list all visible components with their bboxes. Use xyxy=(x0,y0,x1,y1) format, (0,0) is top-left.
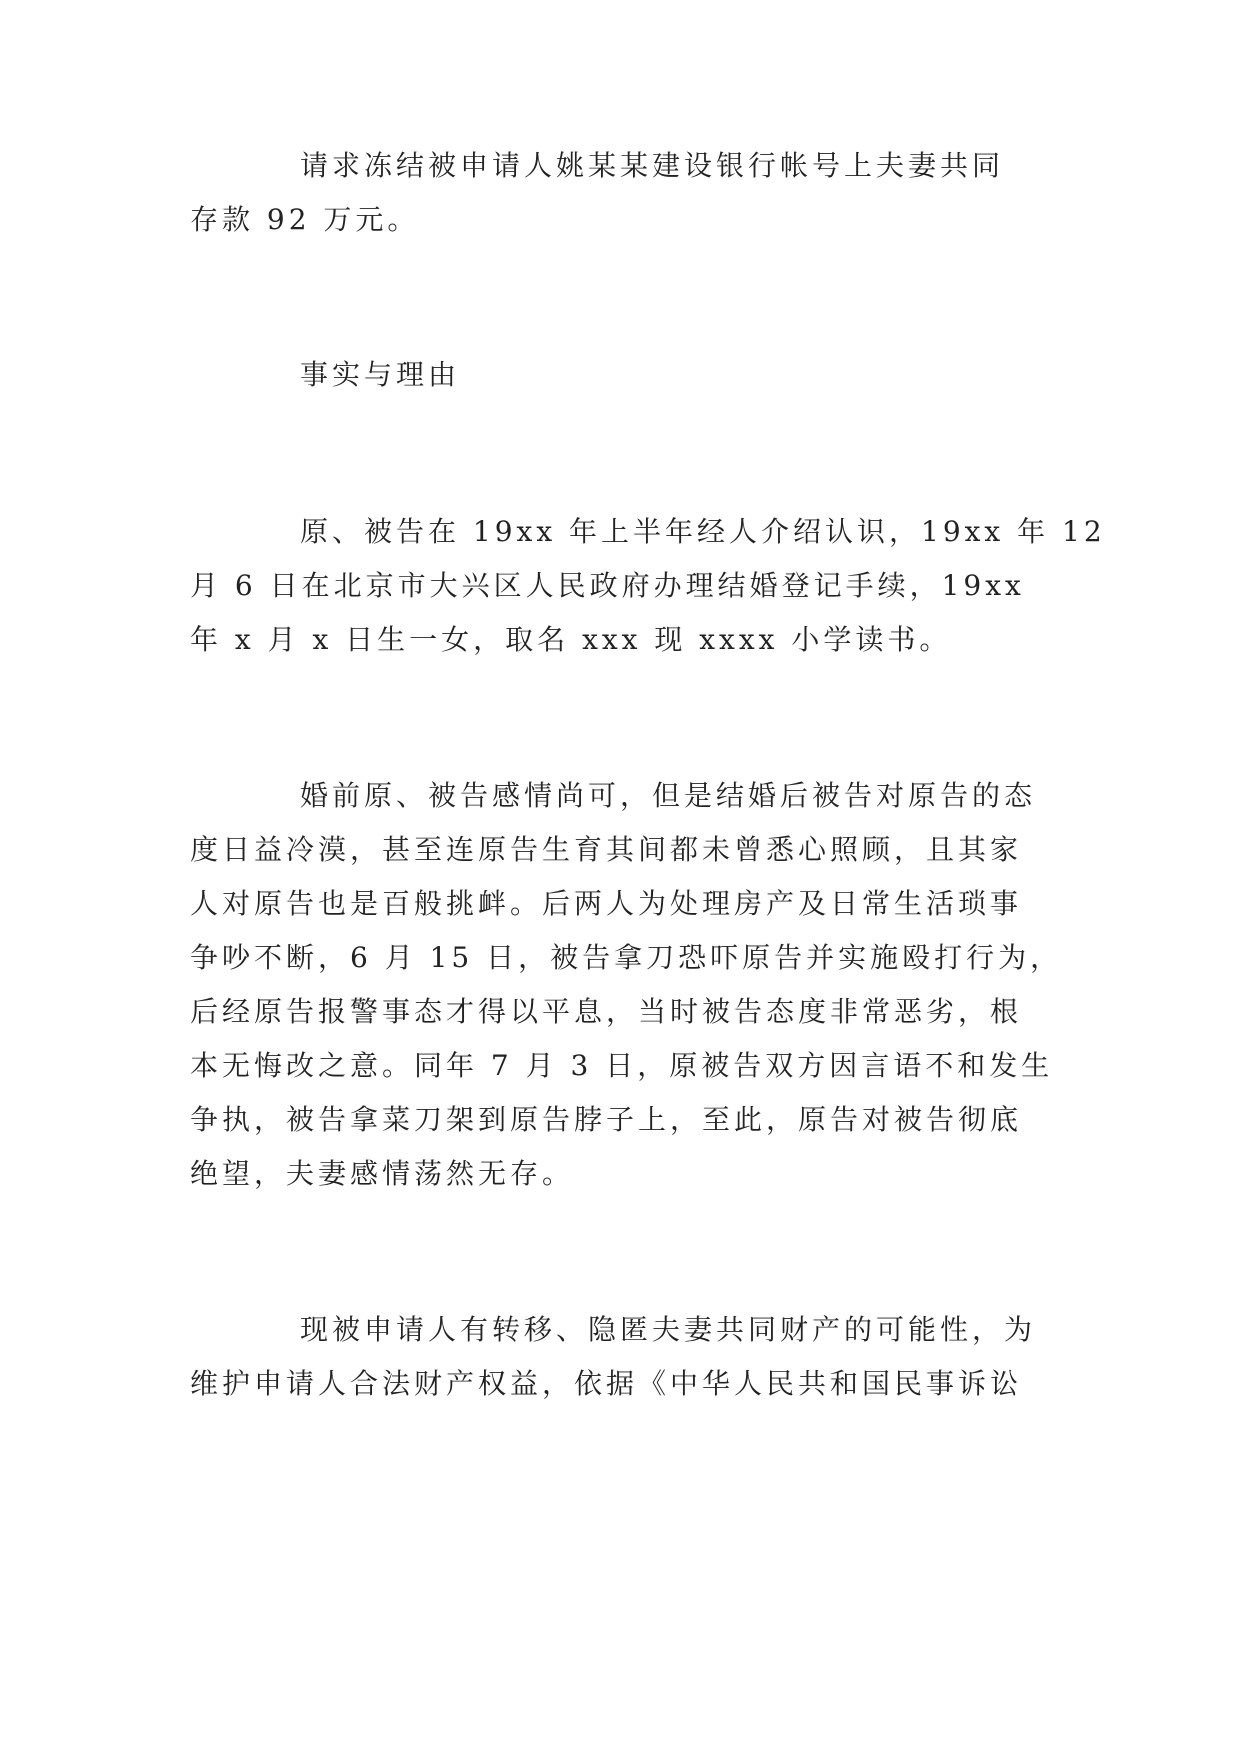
paragraph-4-line-8: 绝望，夫妻感情荡然无存。 xyxy=(190,1157,575,1190)
paragraph-4-line-2: 度日益冷漠，甚至连原告生育其间都未曾悉心照顾，且其家 xyxy=(190,833,1023,866)
paragraph-4-line-7: 争执，被告拿菜刀架到原告脖子上，至此，原告对被告彻底 xyxy=(190,1103,1023,1136)
paragraph-3-line-1: 原、被告在 19xx 年上半年经人介绍认识，19xx 年 12 xyxy=(300,515,1106,548)
paragraph-4-line-3: 人对原告也是百般挑衅。后两人为处理房产及日常生活琐事 xyxy=(190,887,1023,920)
section-heading: 事实与理由 xyxy=(300,358,461,391)
paragraph-1-line-2: 存款 92 万元。 xyxy=(190,203,420,236)
paragraph-5-line-1: 现被申请人有转移、隐匿夫妻共同财产的可能性，为 xyxy=(300,1313,1037,1346)
paragraph-4-line-5: 后经原告报警事态才得以平息，当时被告态度非常恶劣，根 xyxy=(190,995,1023,1028)
paragraph-3-line-2: 月 6 日在北京市大兴区人民政府办理结婚登记手续，19xx xyxy=(190,569,1025,602)
paragraph-4-line-4: 争吵不断，6 月 15 日，被告拿刀恐吓原告并实施殴打行为， xyxy=(190,941,1063,974)
paragraph-3-line-3: 年 x 月 x 日生一女，取名 xxx 现 xxxx 小学读书。 xyxy=(190,623,952,656)
paragraph-4-line-6: 本无悔改之意。同年 7 月 3 日，原被告双方因言语不和发生 xyxy=(190,1049,1054,1082)
paragraph-4-line-1: 婚前原、被告感情尚可，但是结婚后被告对原告的态 xyxy=(300,779,1037,812)
paragraph-5-line-2: 维护申请人合法财产权益，依据《中华人民共和国民事诉讼 xyxy=(190,1367,1023,1400)
paragraph-1-line-1: 请求冻结被申请人姚某某建设银行帐号上夫妻共同 xyxy=(300,149,1005,182)
